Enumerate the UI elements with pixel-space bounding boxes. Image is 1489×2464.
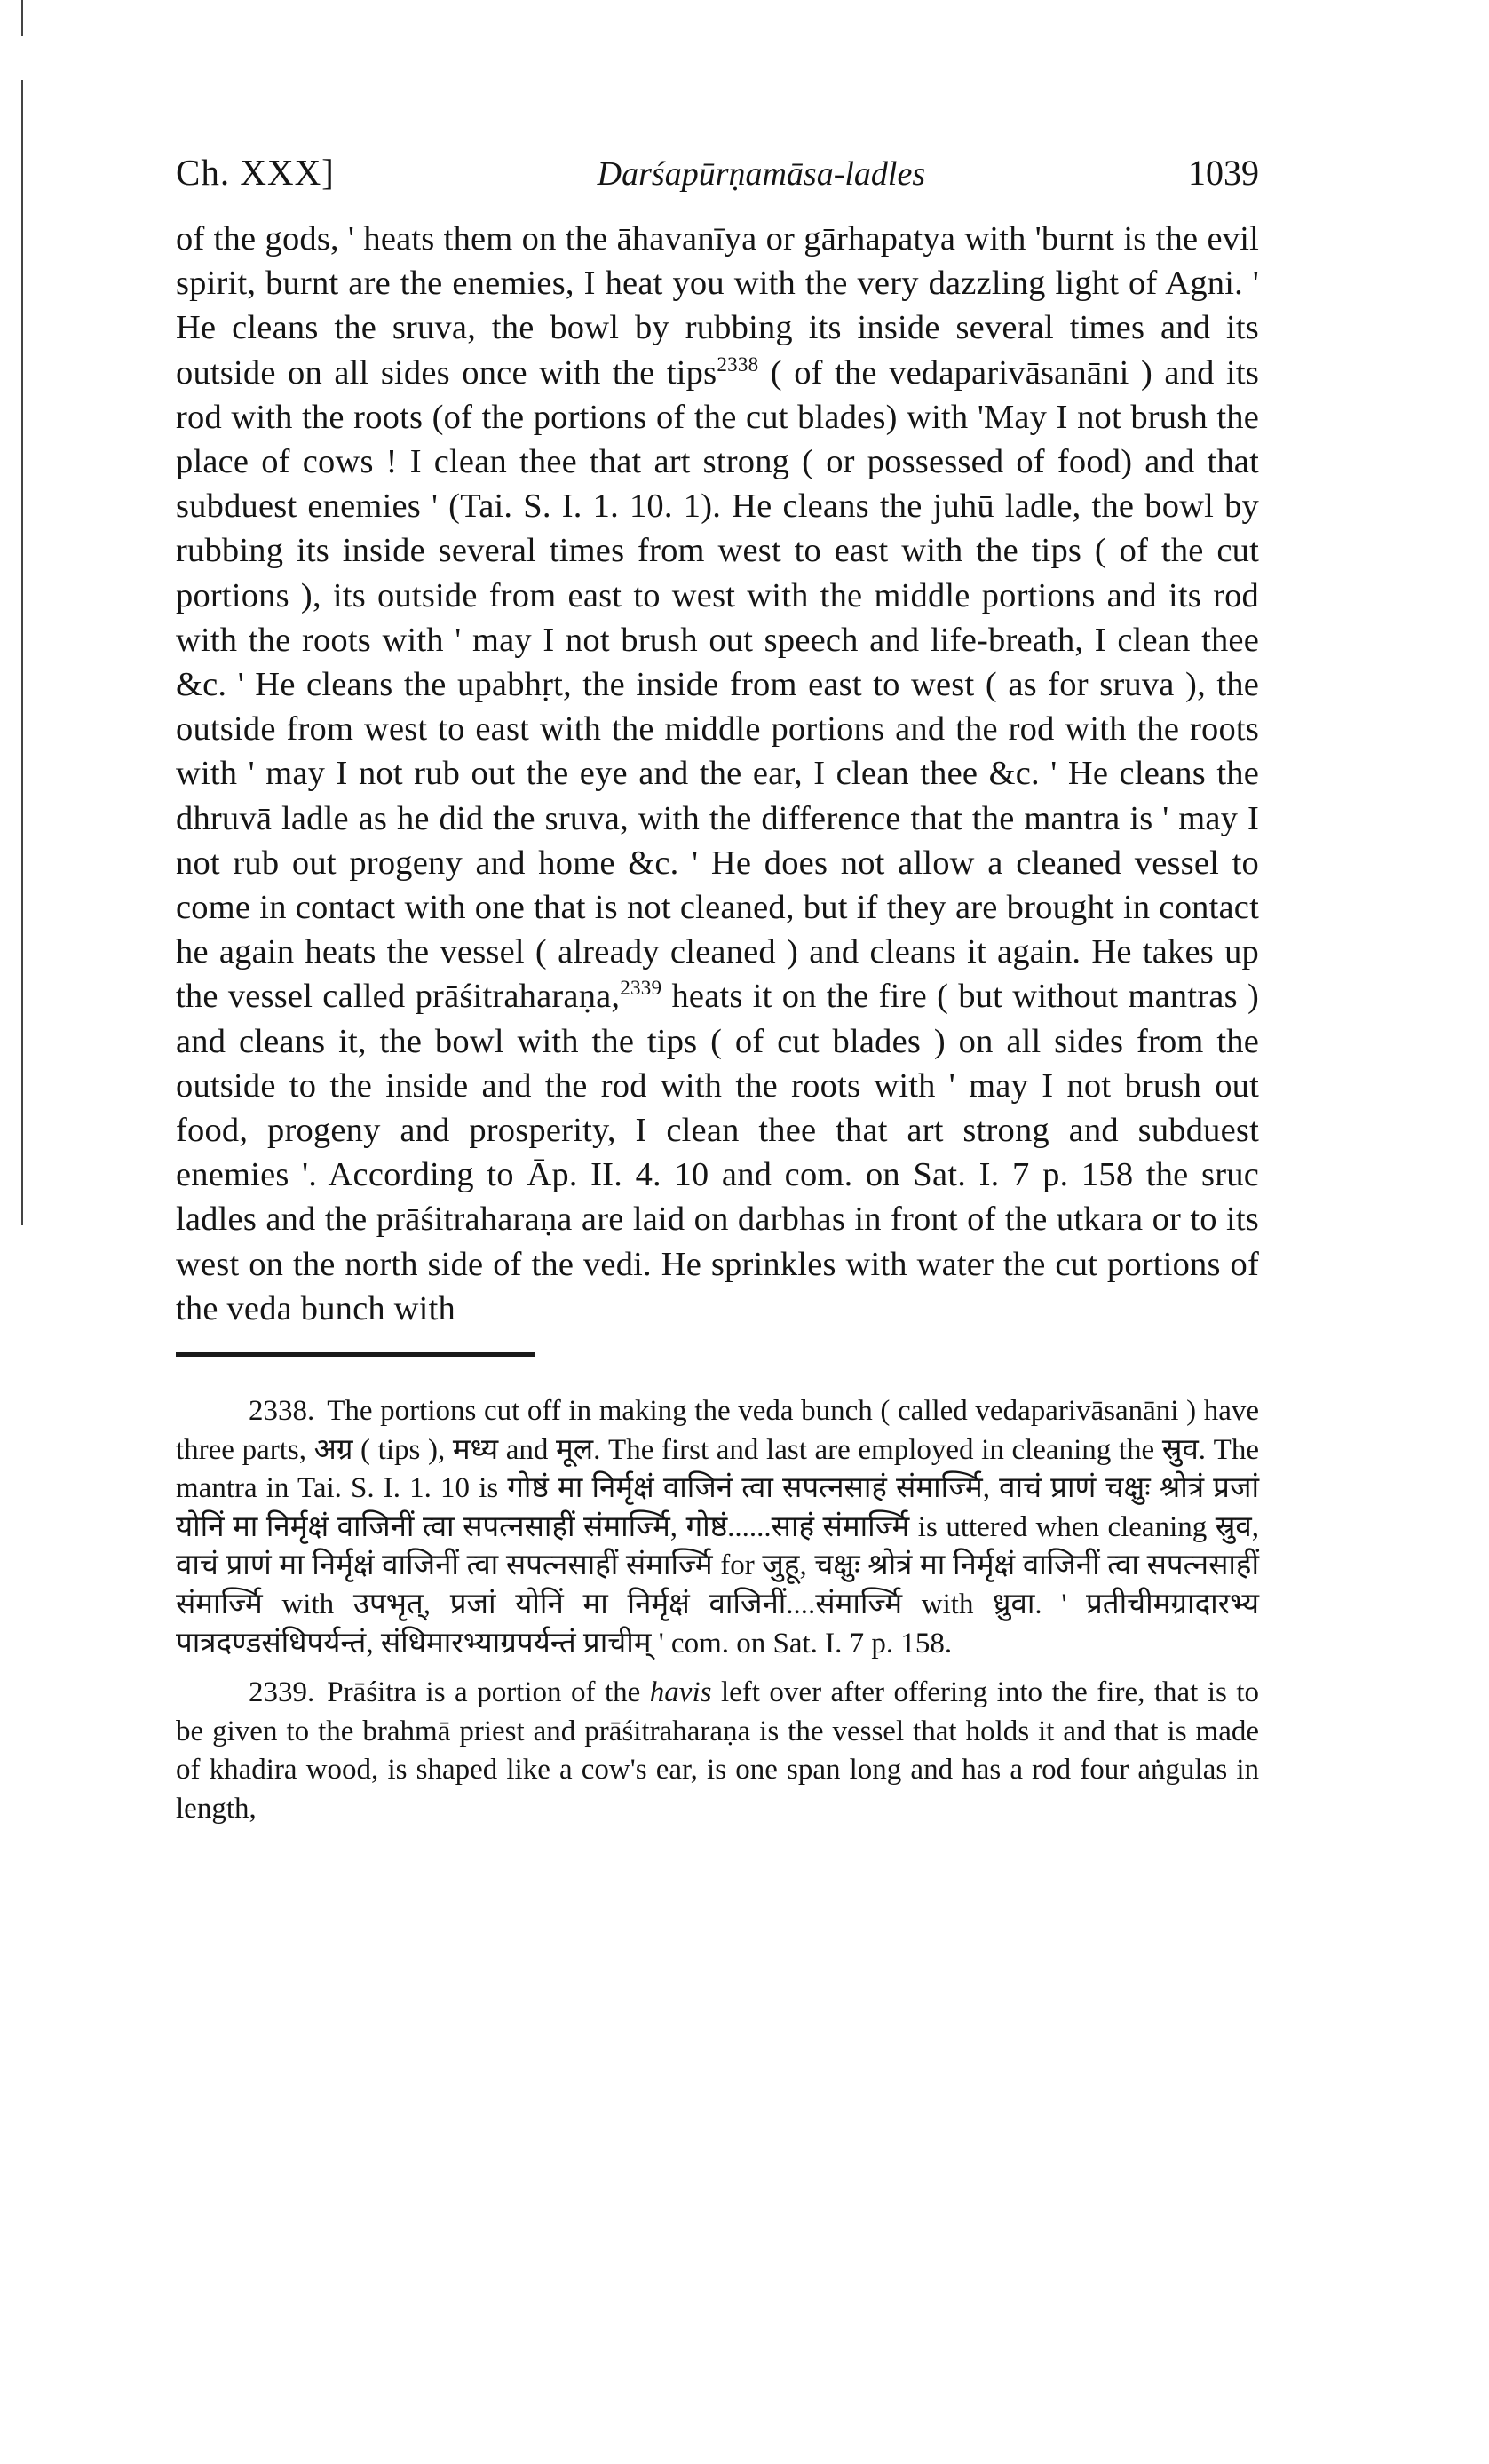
body-text-part-2: ( of the vedaparivāsanāni ) and its rod with the roots (of the portions of the cut blades) with 'May I not brush the place of cows ! I clean thee that art strong ( or possessed of food) and that subduest enemies ' (Tai. S. I. 1. 10. 1). He cleans the juhū ladle, the bowl by rubbing its inside several times from west to east with the tips ( of the cut portions ), its outside from east to west with the middle portions and its rod with the roots with ' may I not brush out speech and life-breath, I clean thee &c. ' He cleans the upabhṛt, the inside from east to west ( as for sruva ), the outside from west to east with the middle portions and the rod with the roots with ' may I not rub out the eye and the ear, I clean thee &c. ' He cleans the dhruvā ladle as he did the sruva, with the difference that the mantra is ' may I not rub out progeny and home &c. ' He does not allow a cleaned vessel to come in contact with one that is not cleaned, but if they are brought in contact he again heats the vessel ( already cleaned ) and cleans it again. He takes up the vessel called prāśitraharaṇa, bbox=[176, 353, 1260, 1016]
running-title: Darśapūrṇamāsa-ladles bbox=[597, 155, 926, 193]
footnote-number: 2339. bbox=[249, 1676, 315, 1709]
footnote-2338 bbox=[176, 1392, 1259, 1663]
footnote-2339 bbox=[176, 1674, 1259, 1828]
footnote-ref-2338[interactable]: 2338 bbox=[717, 352, 759, 376]
footnote-text-before: Prāśitra is a portion of the bbox=[327, 1676, 650, 1709]
footnote-text-after: left over after offering into the fire, that is to be given to the brahmā priest and prāśitraharaṇa is the vessel that holds it and that is made of khadira wood, is shaped like a cow's ear, is one span long and has a rod four aṅgulas in length, bbox=[176, 1676, 1259, 1826]
footnote-number: 2338. bbox=[249, 1395, 315, 1428]
page-number: 1039 bbox=[1187, 153, 1259, 193]
body-text-part-3: heats it on the fire ( but without mantras ) and cleans it, the bowl with the tips ( of cut blades ) on all sides from the outside to the inside and the rod with the roots with ' may I not brush out food, progeny and prosperity, I clean thee that art strong and subduest enemies '. According to Āp. II. 4. 10 and com. on Sat. I. 7 p. 158 the sruc ladles and the prāśitraharaṇa are laid on darbhas in front of the utkara or to its west on the north side of the vedi. He sprinkles with water the cut portions of the veda bunch with bbox=[176, 978, 1259, 1327]
running-head bbox=[176, 151, 1259, 194]
scan-margin-line bbox=[21, 80, 23, 1225]
footnote-divider bbox=[176, 1352, 535, 1357]
scan-margin-line-top bbox=[21, 0, 23, 36]
body-text-part-1: of the gods, ' heats them on the āhavanīya or gārhapatya with 'burnt is the evil spirit, burnt are the enemies, I heat you with the very dazzling light of Agni. ' He cleans the sruva, the bowl by rubbing its inside several times and its outside on all sides once with the tips bbox=[176, 220, 1259, 392]
body-paragraph bbox=[176, 217, 1259, 1331]
footnote-text: The portions cut off in making the veda bunch ( called vedaparivāsanāni ) have three parts, अग्र ( tips ), मध्य and मूल. The first and last are employed in cleaning the स्रुव. The mantra in Tai. S. I. 1. 10 is गोष्ठं मा निर्मृक्षं वाजिनं त्वा सपत्नसाहं संमार्ज्मि, वाचं प्राणं चक्षुः श्रोत्रं प्रजां योनिं मा निर्मृक्षं वाजिनीं त्वा सपत्नसाहीं संमार्ज्मि, गोष्ठं......साहं संमार्ज्मि is uttered when cleaning स्रुव, वाचं प्राणं मा निर्मृक्षं वाजिनीं त्वा सपत्नसाहीं संमार्ज्मि for जुहू, चक्षुः श्रोत्रं मा निर्मृक्षं वाजिनीं त्वा सपत्नसाहीं संमार्ज्मि with उपभृत्, प्रजां योनिं मा निर्मृक्षं वाजिनीं....संमार्ज्मि with ध्रुवा. ' प्रतीचीमग्रादारभ्य पात्रदण्डसंधिपर्यन्तं, संधिमारभ्याग्रपर्यन्तं प्राचीम् ' com. on Sat. I. 7 p. 158. bbox=[176, 1395, 1259, 1660]
main-text bbox=[176, 217, 1259, 1331]
book-page bbox=[176, 151, 1259, 1840]
chapter-label: Ch. XXX] bbox=[176, 152, 335, 193]
footnote-ref-2339[interactable]: 2339 bbox=[620, 976, 662, 1000]
footnote-italic-term: havis bbox=[649, 1676, 712, 1709]
